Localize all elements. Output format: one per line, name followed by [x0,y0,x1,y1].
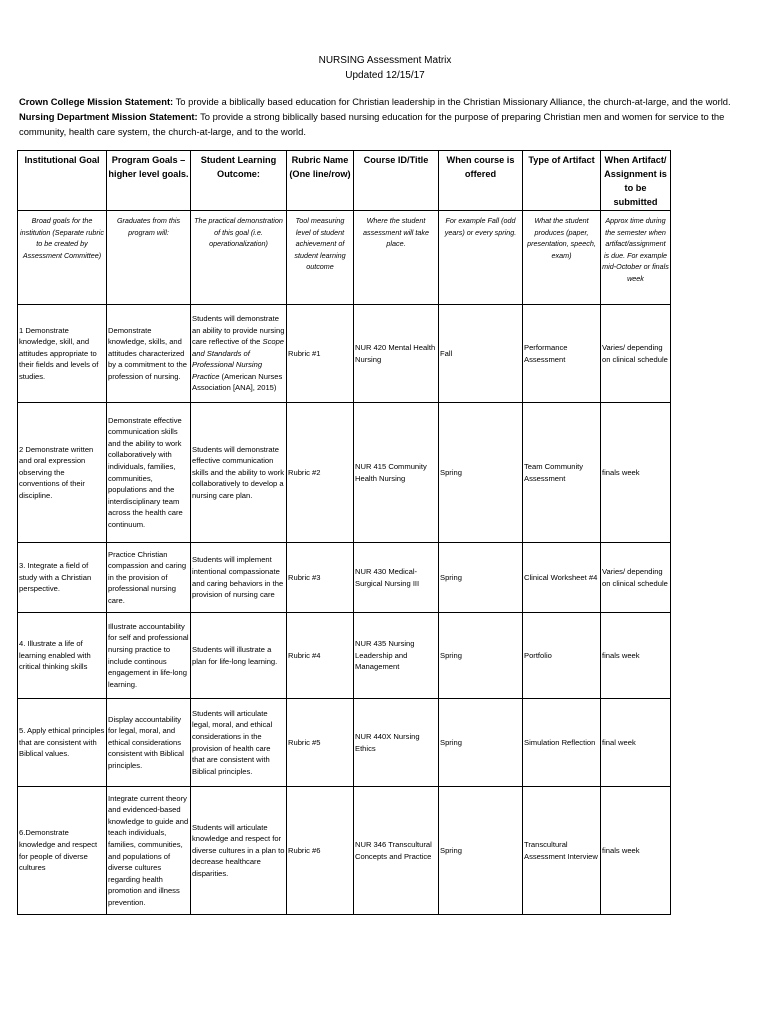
desc-learning-outcome: The practical demonstration of this goal (i.e. operationalization) [191,211,287,305]
desc-artifact-submitted: Approx time during the semester when artifact/assignment is due. For example mid-October or finals week [601,211,671,305]
rubric-cell: Rubric #2 [287,403,354,543]
desc-artifact-type: What the student produces (paper, presentation, speech, exam) [523,211,601,305]
nursing-mission-label: Nursing Department Mission Statement: [19,111,198,122]
submitted-cell: final week [601,699,671,787]
header-course: Course ID/Title [354,151,439,211]
crown-mission-text: To provide a biblically based education for Christian leadership in the Christian Missionary Alliance, the church-at-large, and the world. [173,96,731,107]
institutional-goal-cell: 5. Apply ethical principles that are consistent with Biblical values. [18,699,107,787]
header-when-offered: When course is offered [439,151,523,211]
description-row [18,211,671,305]
program-goal-cell: Display accountability for legal, moral, and ethical considerations consistent with Biblical principles. [107,699,191,787]
learning-outcome-cell [191,613,287,699]
crown-mission-statement [19,95,759,110]
course-cell: NUR 430 Medical-Surgical Nursing III [354,543,439,613]
nursing-mission-text: To provide a strong biblically based nursing education for the purpose of preparing Christian men and women for service to the community, health care system, the church-at-large, and to the world. [19,111,725,137]
desc-when-offered: For example Fall (odd years) or every spring. [439,211,523,305]
table-row [18,787,671,915]
submitted-cell: Varies/ depending on clinical schedule [601,305,671,403]
rubric-cell: Rubric #6 [287,787,354,915]
offered-cell: Fall [439,305,523,403]
outcome-text: Students will articulate knowledge and respect for diverse cultures in a plan to decrease healthcare disparities. [192,822,285,878]
rubric-cell: Rubric #5 [287,699,354,787]
program-goal-cell: Practice Christian compassion and caring in the provision of professional nursing care. [107,543,191,613]
institutional-goal-cell: 3. Integrate a field of study with a Christian perspective. [18,543,107,613]
header-rubric-name: Rubric Name (One line/row) [287,151,354,211]
institutional-goal-cell: 2 Demonstrate written and oral expression observing the conventions of their discipline. [18,403,107,543]
artifact-cell: Simulation Reflection [523,699,601,787]
learning-outcome-cell [191,305,287,403]
header-artifact-submitted: When Artifact/ Assignment is to be submitted [601,151,671,211]
offered-cell: Spring [439,613,523,699]
desc-rubric-name: Tool measuring level of student achievement of student learning outcome [287,211,354,305]
course-cell: NUR 415 Community Health Nursing [354,403,439,543]
nursing-mission-statement [19,110,759,139]
header-learning-outcome: Student Learning Outcome: [191,151,287,211]
outcome-text-continued: (American Nurses Association [ANA], 2015) [192,371,283,393]
institutional-goal-cell: 4. Illustrate a life of learning enabled with critical thinking skills [18,613,107,699]
artifact-cell: Transcultural Assessment Interview [523,787,601,915]
outcome-text: Students will articulate legal, moral, and ethical considerations in the provision of health care that are consistent with Biblical principles. [192,708,273,776]
rubric-cell: Rubric #3 [287,543,354,613]
header-program-goals: Program Goals – higher level goals. [107,151,191,211]
outcome-italic-text: Scope and Standards of Professional Nursing Practice [192,337,285,381]
table-row [18,613,671,699]
desc-program-goals: Graduates from this program will: [107,211,191,305]
program-goal-cell: Integrate current theory and evidenced-based knowledge to guide and teach individuals, families, communities, and populations of diverse cultures regarding health promotion and illness prevention. [107,787,191,915]
table-row [18,543,671,613]
outcome-text: Students will demonstrate an ability to provide nursing care reflective of the [192,313,285,347]
table-row [18,403,671,543]
desc-course: Where the student assessment will take place. [354,211,439,305]
program-goal-cell: Demonstrate knowledge, skills, and attitudes characterized by a commitment to the profession of nursing. [107,305,191,403]
rubric-cell: Rubric #1 [287,305,354,403]
outcome-text: Students will implement intentional compassionate and caring behaviors in the provision of nursing care [192,555,284,600]
updated-date: Updated 12/15/17 [345,70,425,81]
header-artifact-type: Type of Artifact [523,151,601,211]
artifact-cell: Team Community Assessment [523,403,601,543]
learning-outcome-cell [191,543,287,613]
learning-outcome-cell [191,787,287,915]
offered-cell: Spring [439,403,523,543]
course-cell: NUR 440X Nursing Ethics [354,699,439,787]
offered-cell: Spring [439,543,523,613]
rubric-cell: Rubric #4 [287,613,354,699]
table-row [18,305,671,403]
course-cell: NUR 435 Nursing Leadership and Management [354,613,439,699]
outcome-text: Students will demonstrate effective communication skills and the ability to work collaboratively to develop a nursing care plan. [192,444,285,500]
program-goal-cell: Illustrate accountability for self and professional nursing practice to include continous engagement in life-long learning. [107,613,191,699]
course-cell: NUR 420 Mental Health Nursing [354,305,439,403]
assessment-matrix-table [17,150,671,915]
institutional-goal-cell: 1 Demonstrate knowledge, skill, and attitudes appropriate to their fields and levels of studies. [18,305,107,403]
artifact-cell: Clinical Worksheet #4 [523,543,601,613]
header-institutional-goal: Institutional Goal [18,151,107,211]
submitted-cell: finals week [601,787,671,915]
desc-institutional-goal: Broad goals for the institution (Separate rubric to be created by Assessment Committee) [18,211,107,305]
crown-mission-label: Crown College Mission Statement: [19,96,174,107]
learning-outcome-cell [191,699,287,787]
artifact-cell: Performance Assessment [523,305,601,403]
course-cell: NUR 346 Transcultural Concepts and Practice [354,787,439,915]
program-goal-cell: Demonstrate effective communication skills and the ability to work collaboratively with individuals, families, communities, populations and the interdisciplinary team across the health care continuum. [107,403,191,543]
header-row [18,151,671,211]
submitted-cell: Varies/ depending on clinical schedule [601,543,671,613]
table-row [18,699,671,787]
submitted-cell: finals week [601,613,671,699]
offered-cell: Spring [439,699,523,787]
institutional-goal-cell: 6.Demonstrate knowledge and respect for people of diverse cultures [18,787,107,915]
outcome-text: Students will illustrate a plan for life-long learning. [192,644,278,666]
submitted-cell: finals week [601,403,671,543]
learning-outcome-cell [191,403,287,543]
offered-cell: Spring [439,787,523,915]
artifact-cell: Portfolio [523,613,601,699]
document-title: NURSING Assessment Matrix [318,55,452,66]
